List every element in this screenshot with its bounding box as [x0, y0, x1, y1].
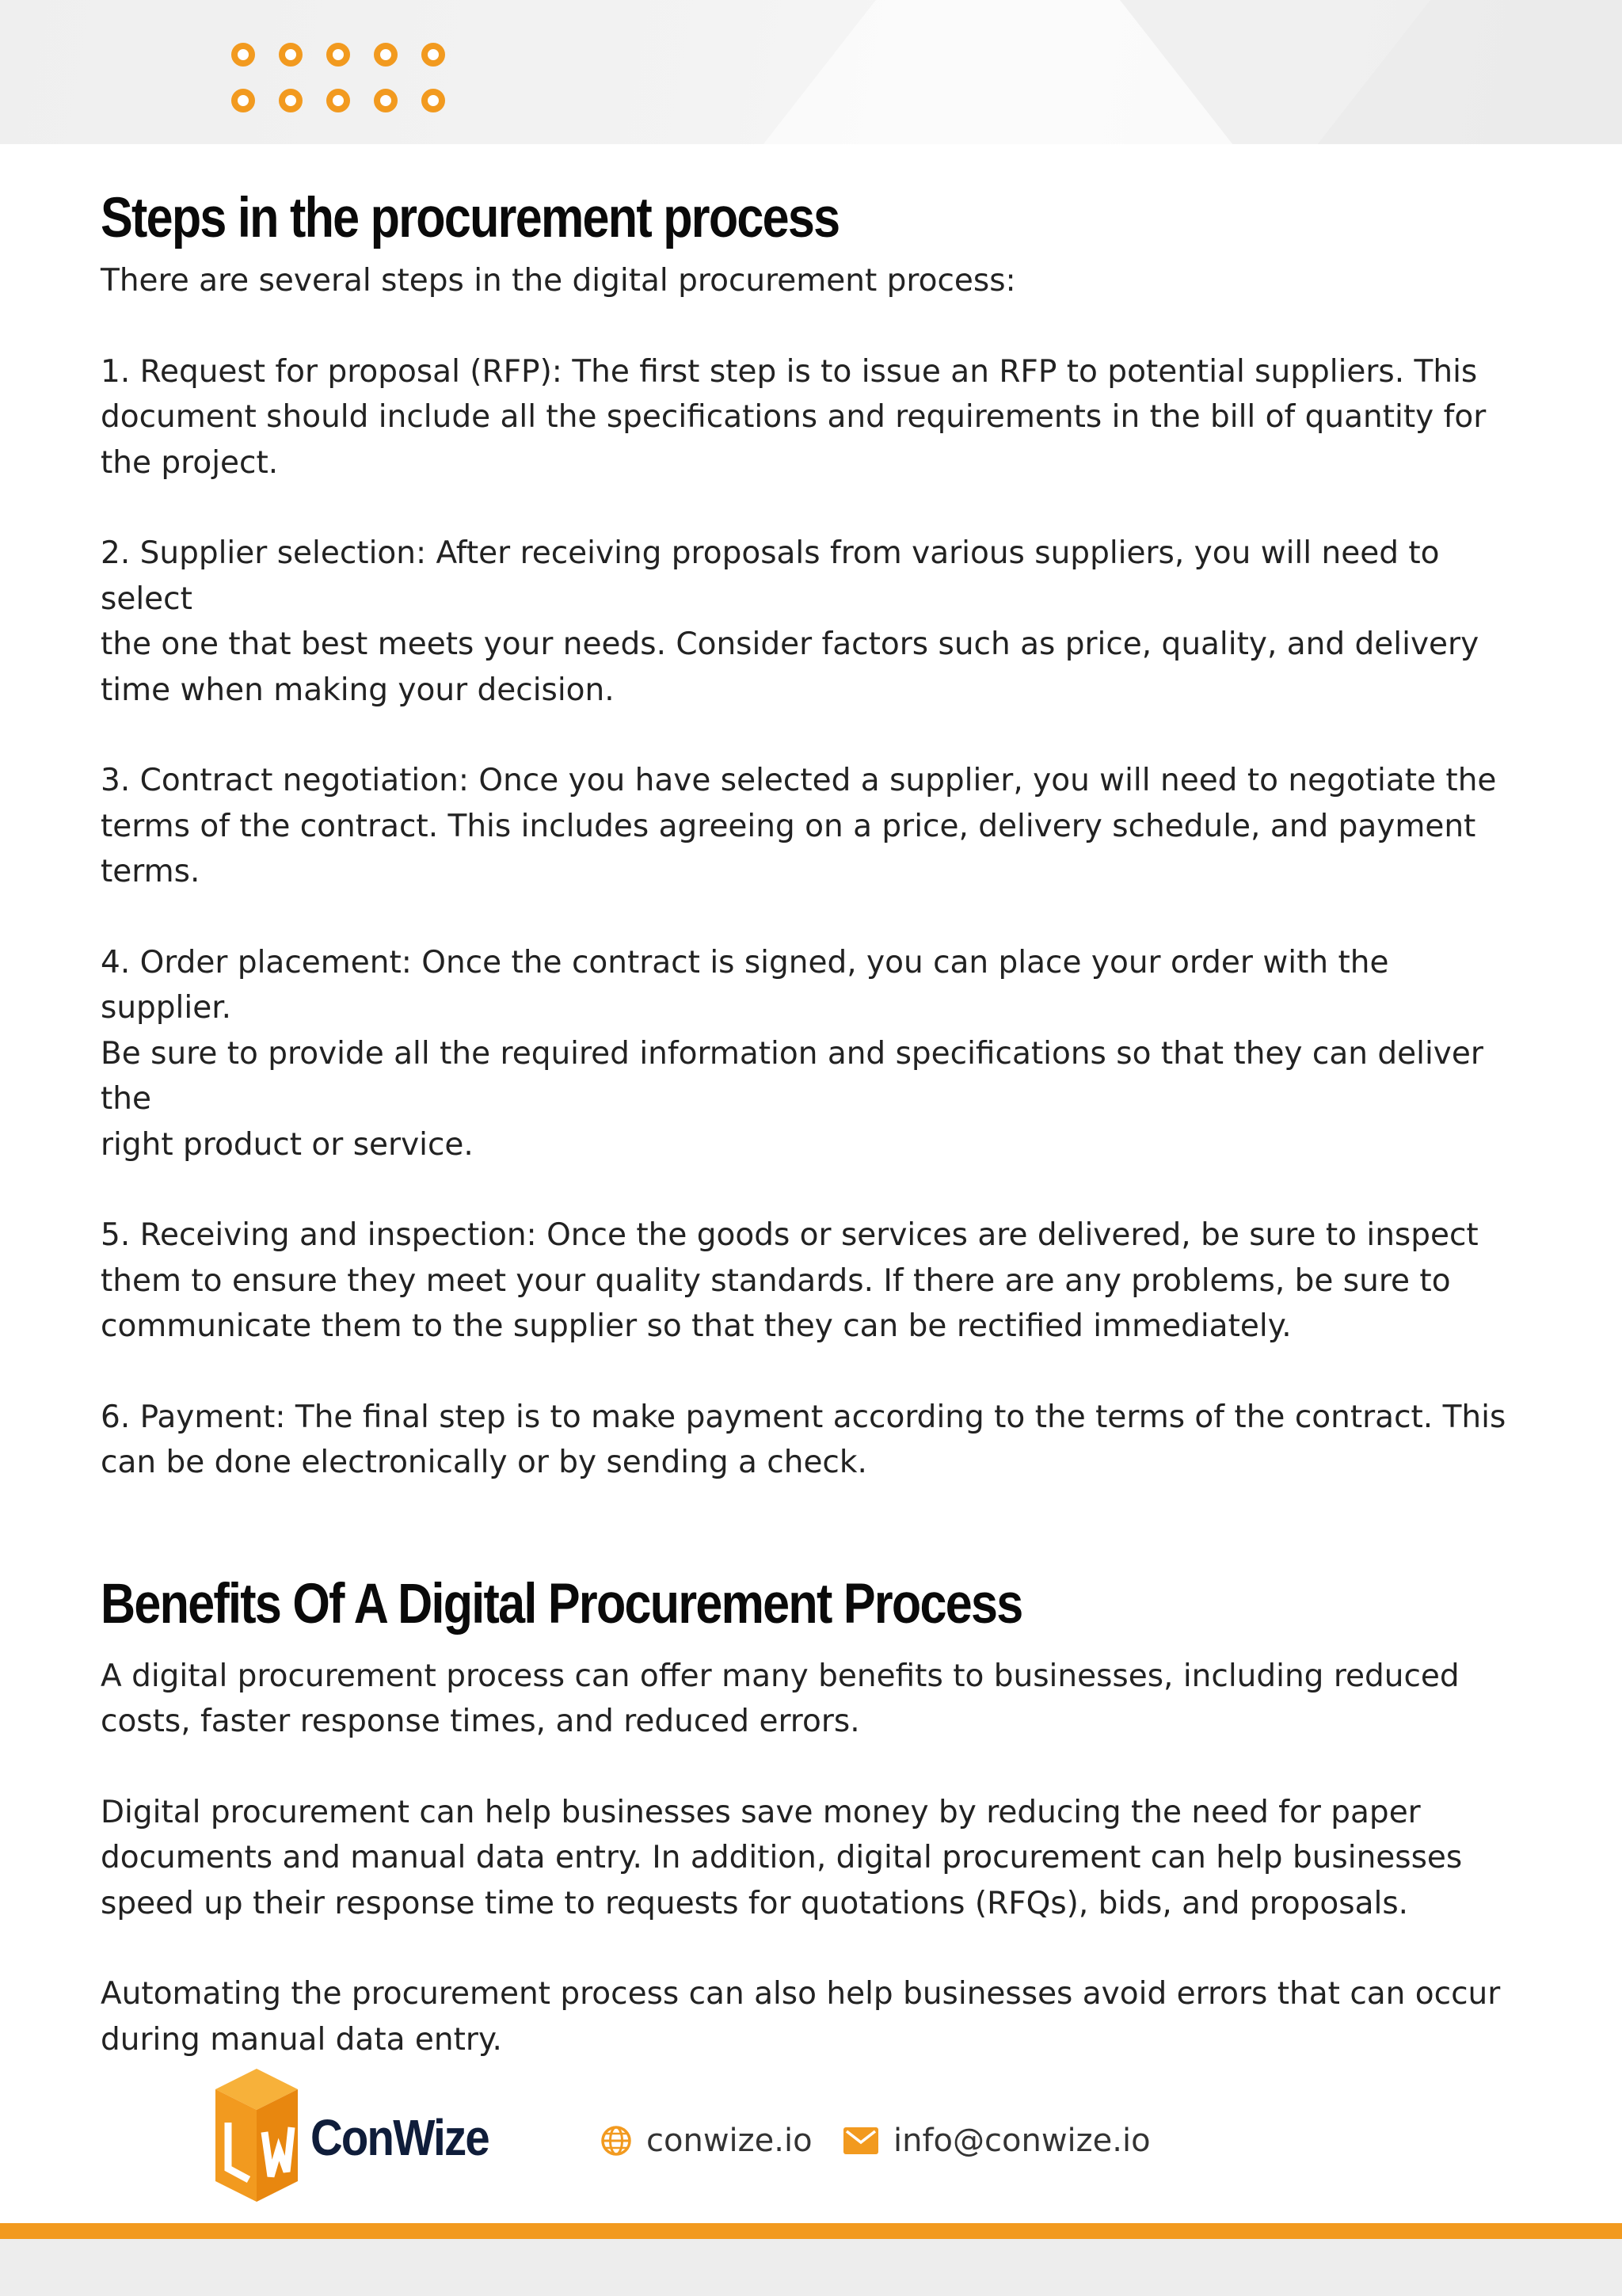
mail-icon [843, 2127, 879, 2155]
footer-accent-bar [0, 2223, 1622, 2239]
conwize-logo-icon [212, 2067, 301, 2203]
intro-paragraph: There are several steps in the digital procurement process: [101, 263, 1016, 299]
section-heading-benefits: Benefits Of A Digital Procurement Process [101, 1572, 1022, 1635]
section-heading-steps: Steps in the procurement process [101, 187, 840, 249]
step-paragraph: 3. Contract negotiation: Once you have selected a supplier, you will need to negotiate the terms of the contract. This includes agreeing on a price, delivery schedule, and payment terms. [101, 763, 1497, 889]
email-link[interactable]: info@conwize.io [893, 2123, 1151, 2159]
dot [374, 89, 398, 112]
step-paragraph: 5. Receiving and inspection: Once the goods or services are delivered, be sure to inspect them to ensure they meet your quality standards. If there are any problems, be sure to communicate them to the supplier so that they can be rectified immediately. [101, 1217, 1479, 1344]
step-paragraph: 6. Payment: The final step is to make payment according to the terms of the contract. This can be done electronically or by sending a check. [101, 1399, 1506, 1480]
dot [326, 89, 350, 112]
step-paragraph: 2. Supplier selection: After receiving proposals from various suppliers, you will need to select the one that best meets your needs. Consider factors such as price, quality, and delivery time when making your decision. [101, 535, 1479, 708]
dot [421, 43, 445, 67]
website-link[interactable]: conwize.io [646, 2123, 813, 2159]
footer-band [0, 2239, 1622, 2296]
step-paragraph: 4. Order placement: Once the contract is signed, you can place your order with the supplier. Be sure to provide all the required information and specifications so that they can deliver the right product or service. [101, 944, 1483, 1163]
dot [279, 89, 303, 112]
dot [326, 43, 350, 67]
website-contact[interactable] [600, 2123, 813, 2159]
dot [374, 43, 398, 67]
brand-name: ConWize [310, 2109, 489, 2166]
benefits-paragraph: Automating the procurement process can also help businesses avoid errors that can occur during manual data entry. [101, 1976, 1501, 2058]
dot-pattern [231, 43, 445, 112]
globe-icon [600, 2125, 632, 2157]
benefits-paragraph: Digital procurement can help businesses save money by reducing the need for paper documents and manual data entry. In addition, digital procurement can help businesses speed up their response time to requests for quotations (RFQs), bids, and proposals. [101, 1794, 1463, 1921]
document-body [101, 179, 1518, 2062]
dot [231, 43, 255, 67]
email-contact[interactable] [843, 2123, 1151, 2159]
benefits-paragraph: A digital procurement process can offer many benefits to businesses, including reduced costs, faster response times, and reduced errors. [101, 1658, 1460, 1739]
step-paragraph: 1. Request for proposal (RFP): The first step is to issue an RFP to potential suppliers. This document should include all the specifications and requirements in the bill of quantity for the project. [101, 353, 1487, 481]
header-band [0, 0, 1622, 144]
dot [279, 43, 303, 67]
dot [421, 89, 445, 112]
dot [231, 89, 255, 112]
